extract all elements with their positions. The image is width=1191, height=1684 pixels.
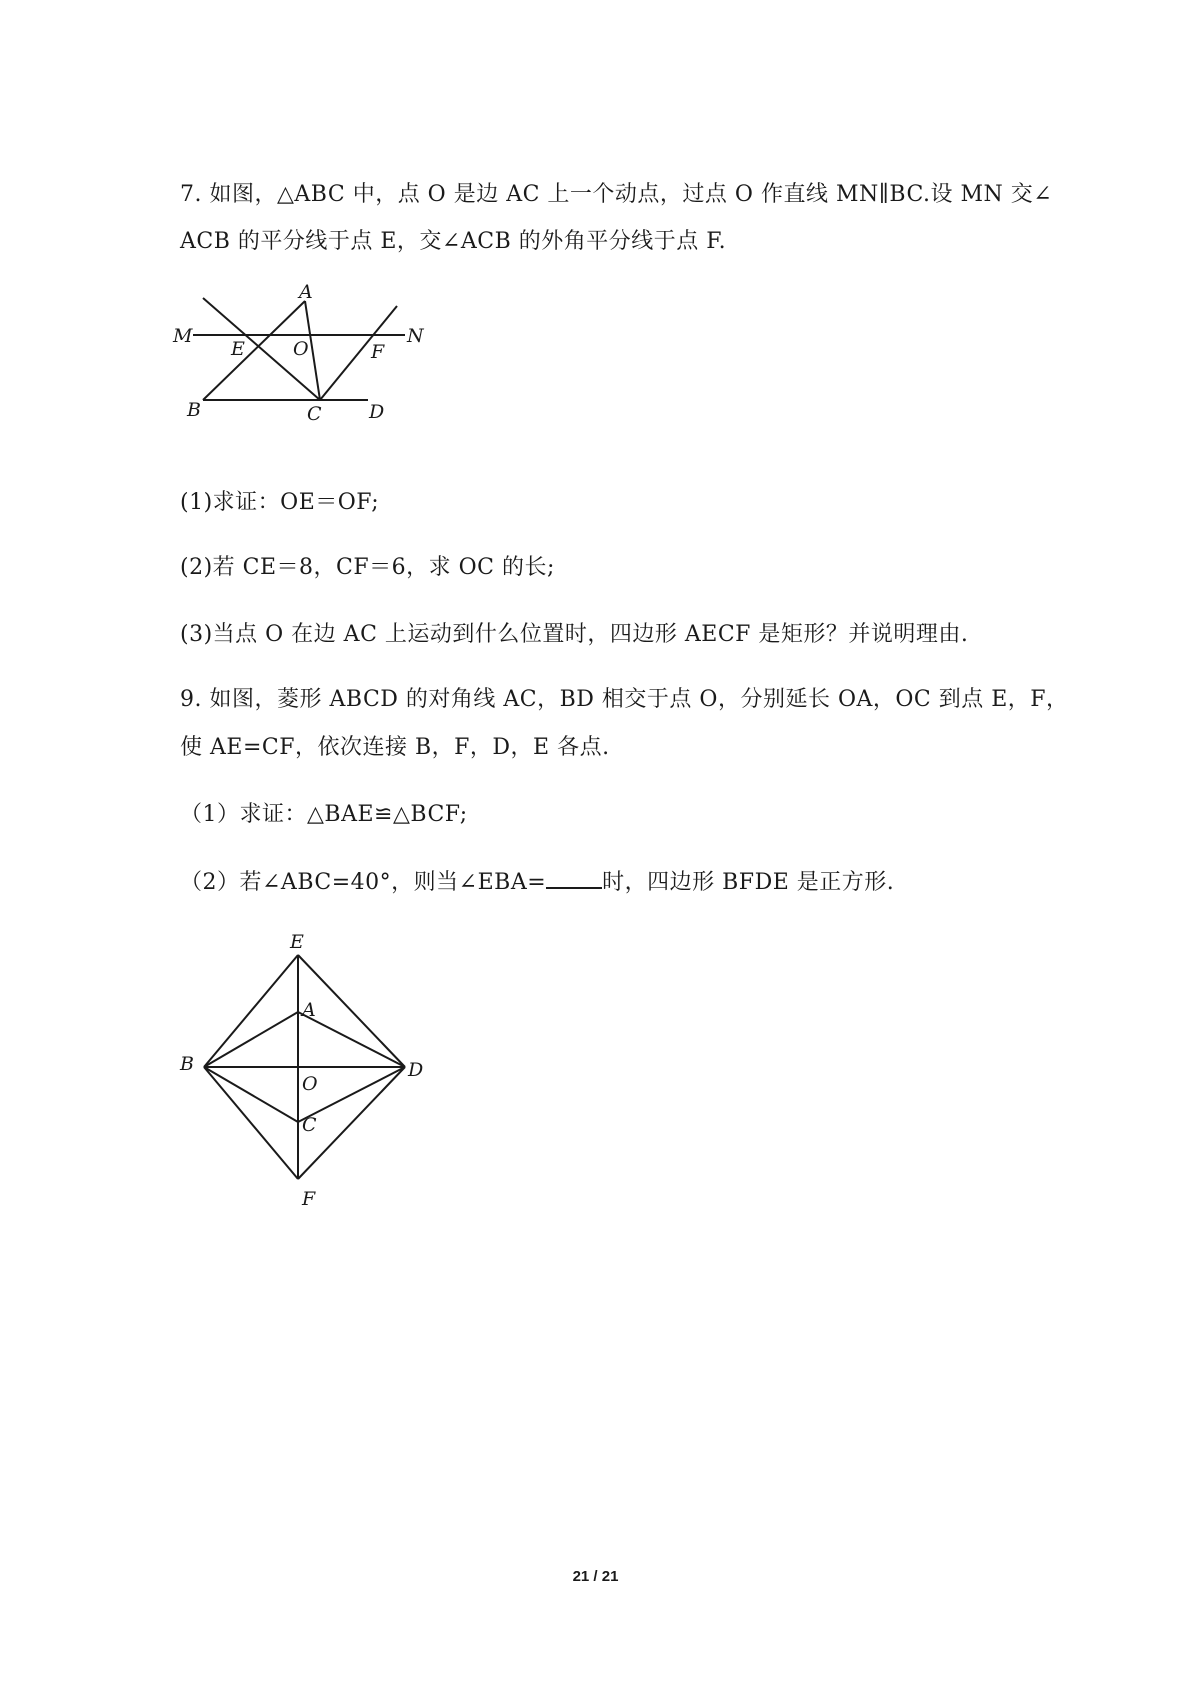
- page-number: 21 / 21: [572, 1568, 619, 1585]
- label-c: C: [302, 1114, 317, 1136]
- problem-9-question-2: [180, 865, 894, 898]
- segment-ba: [204, 1012, 298, 1067]
- problem-9-question-2-after: 时，四边形 BFDE 是正方形.: [602, 870, 895, 895]
- label-c: C: [307, 403, 322, 425]
- problem-9-line-1: 9. 如图，菱形 ABCD 的对角线 AC，BD 相交于点 O，分别延长 OA，OC 到点 E，F，: [180, 687, 1069, 712]
- segment-cb: [204, 1067, 298, 1122]
- label-n: N: [407, 325, 424, 347]
- label-o: O: [302, 1073, 318, 1095]
- problem-7-line-1: 7. 如图，△ABC 中，点 O 是边 AC 上一个动点，过点 O 作直线 MN∥BC.设 MN 交∠: [180, 182, 1053, 207]
- segment-ba: [203, 301, 305, 400]
- segment-be: [204, 955, 298, 1067]
- problem-7-question-1: (1)求证：OE＝OF;: [180, 490, 380, 515]
- label-d: D: [408, 1059, 424, 1081]
- rhombus-square-diagram: [178, 928, 438, 1210]
- label-a: A: [302, 999, 316, 1021]
- segment-fb: [204, 1067, 298, 1179]
- triangle-parallel-line-diagram: [165, 280, 435, 430]
- problem-7-line-2: ACB 的平分线于点 E，交∠ACB 的外角平分线于点 F.: [180, 229, 727, 254]
- label-f: F: [371, 341, 385, 363]
- label-o: O: [293, 338, 309, 360]
- label-b: B: [187, 399, 201, 421]
- label-e: E: [231, 338, 245, 360]
- label-m: M: [173, 325, 193, 347]
- problem-7-question-3: (3)当点 O 在边 AC 上运动到什么位置时，四边形 AECF 是矩形？并说明理由.: [180, 622, 969, 647]
- problem-7-figure: [165, 280, 435, 434]
- label-b: B: [180, 1053, 194, 1075]
- problem-9-line-2: 使 AE=CF，依次连接 B，F，D，E 各点.: [180, 735, 610, 760]
- label-f: F: [302, 1188, 316, 1210]
- problem-9-question-1: （1）求证：△BAE≌△BCF;: [180, 802, 468, 827]
- problem-9-question-2-before: （2）若∠ABC=40°，则当∠EBA=: [180, 870, 547, 895]
- problem-7-question-2: (2)若 CE＝8，CF＝6，求 OC 的长;: [180, 555, 555, 580]
- label-e: E: [290, 931, 304, 953]
- problem-9-figure: [178, 928, 438, 1210]
- external-bisector-cf: [320, 306, 397, 400]
- label-a: A: [299, 281, 313, 303]
- answer-blank: [546, 865, 602, 889]
- label-d: D: [369, 401, 385, 423]
